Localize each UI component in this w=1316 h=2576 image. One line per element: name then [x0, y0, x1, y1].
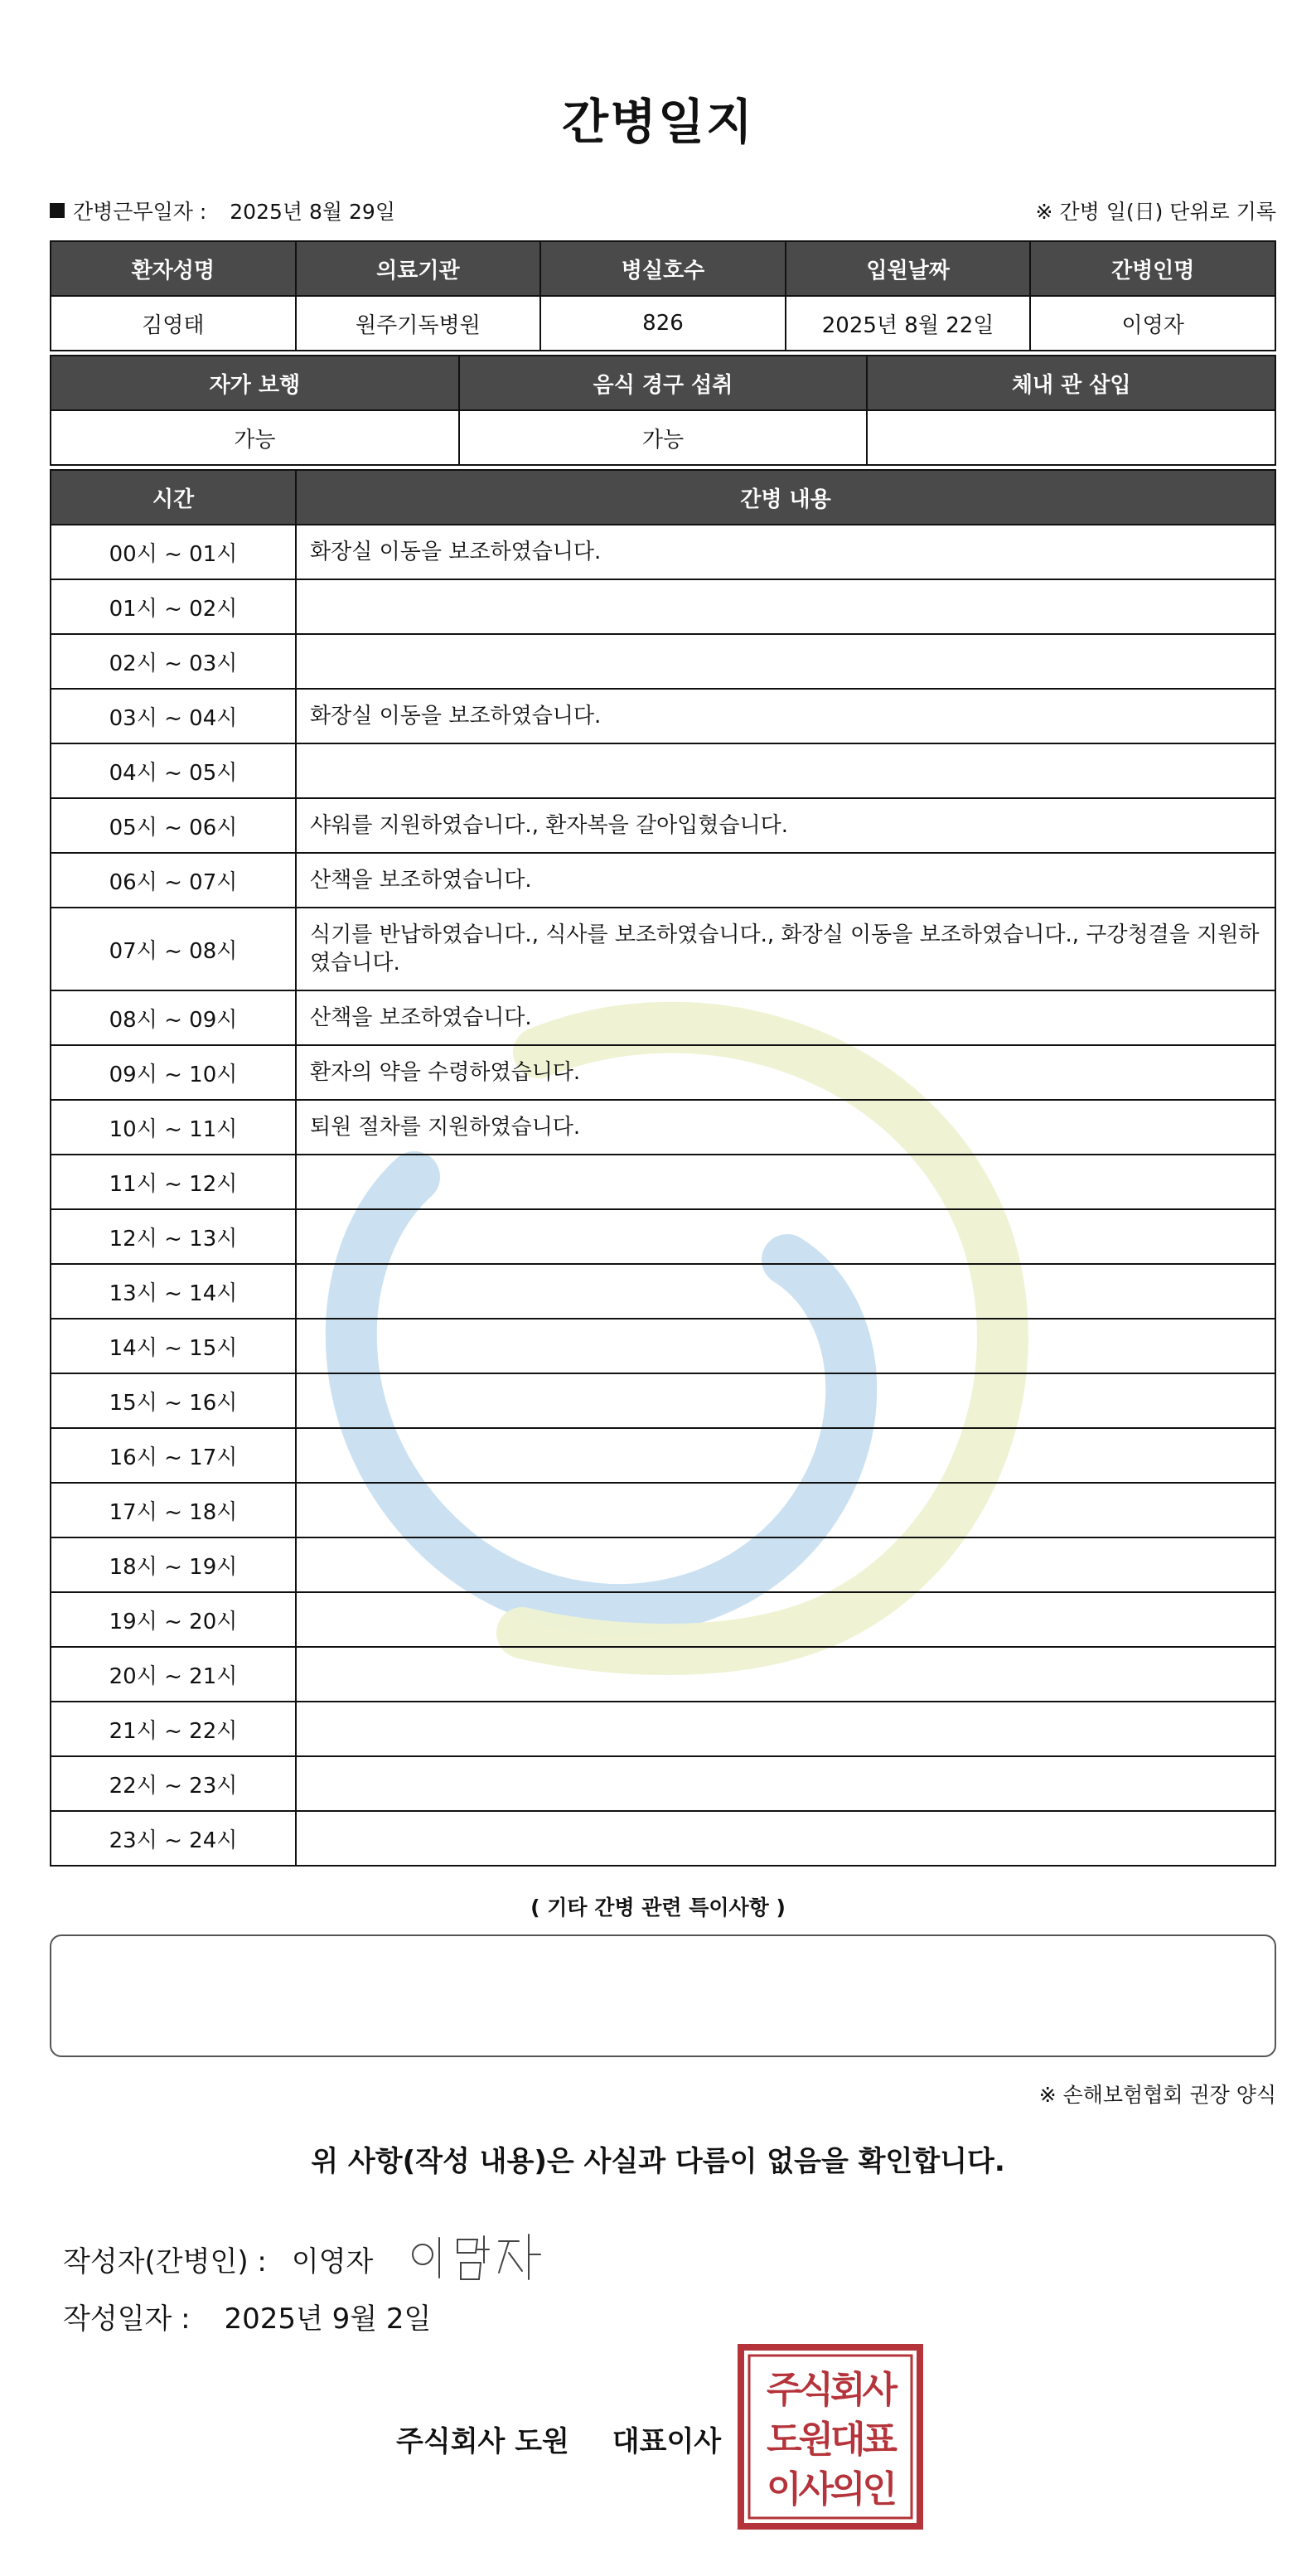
- log-content: [296, 1319, 1275, 1373]
- log-time: 14시 ~ 15시: [51, 1319, 296, 1373]
- log-time: 18시 ~ 19시: [51, 1537, 296, 1592]
- log-row: [51, 1537, 1275, 1592]
- log-content: [296, 1537, 1275, 1592]
- bullet-square-icon: [50, 203, 65, 218]
- tube-status: [867, 410, 1275, 465]
- log-row: [51, 853, 1275, 908]
- header-time: 시간: [51, 470, 296, 525]
- log-row: [51, 1428, 1275, 1483]
- handwritten-signature: [406, 2230, 547, 2288]
- log-content: [296, 1264, 1275, 1319]
- log-time: 13시 ~ 14시: [51, 1264, 296, 1319]
- log-content: 산책을 보조하였습니다.: [296, 853, 1275, 908]
- log-time: 10시 ~ 11시: [51, 1100, 296, 1155]
- log-content: [296, 1155, 1275, 1209]
- log-time: 08시 ~ 09시: [51, 990, 296, 1045]
- header-oral-intake: 음식 경구 섭취: [459, 356, 868, 410]
- log-content: [296, 1756, 1275, 1811]
- header-caregiver: 간병인명: [1030, 241, 1275, 296]
- admission-date: 2025년 8월 22일: [786, 296, 1031, 351]
- oral-intake-status: 가능: [459, 410, 868, 465]
- log-time: 05시 ~ 06시: [51, 798, 296, 853]
- log-content: [296, 1483, 1275, 1537]
- log-row: [51, 634, 1275, 689]
- writer-line: [63, 2230, 547, 2288]
- log-row: [51, 1045, 1275, 1100]
- header-walking: 자가 보행: [51, 356, 459, 410]
- log-content: [296, 1702, 1275, 1756]
- company-seal: [736, 2342, 925, 2531]
- log-time: 20시 ~ 21시: [51, 1647, 296, 1702]
- log-row: [51, 1100, 1275, 1155]
- notes-title: ( 기타 간병 관련 특이사항 ): [530, 1896, 786, 1920]
- log-content: 샤워를 지원하였습니다., 환자복을 갈아입혔습니다.: [296, 798, 1275, 853]
- log-time: 22시 ~ 23시: [51, 1756, 296, 1811]
- log-content: [296, 1209, 1275, 1264]
- patient-info-table: [50, 240, 1276, 351]
- log-content: [296, 1647, 1275, 1702]
- header-patient-name: 환자성명: [51, 241, 296, 296]
- log-row: [51, 1209, 1275, 1264]
- work-date-label: 간병근무일자 :: [73, 200, 207, 224]
- log-row: [51, 1155, 1275, 1209]
- date-label: 작성일자 :: [63, 2302, 191, 2336]
- log-row: [51, 1319, 1275, 1373]
- notes-box: [50, 1934, 1276, 2057]
- log-row: [51, 1373, 1275, 1428]
- log-content: [296, 1428, 1275, 1483]
- log-time: 23시 ~ 24시: [51, 1811, 296, 1866]
- log-time: 01시 ~ 02시: [51, 579, 296, 634]
- log-row: [51, 1811, 1275, 1866]
- log-row: [51, 1483, 1275, 1537]
- header-hospital: 의료기관: [296, 241, 541, 296]
- patient-name: 김영태: [51, 296, 296, 351]
- page-title: 간병일지: [561, 94, 755, 150]
- log-time: 04시 ~ 05시: [51, 743, 296, 798]
- writer-name: 이영자: [291, 2244, 374, 2278]
- log-row: [51, 1756, 1275, 1811]
- log-time: 02시 ~ 03시: [51, 634, 296, 689]
- seal-text-line-2: 도원대표: [766, 2419, 895, 2461]
- company-name: 주식회사 도원: [396, 2425, 569, 2458]
- log-row: [51, 1264, 1275, 1319]
- log-time: 15시 ~ 16시: [51, 1373, 296, 1428]
- work-date: [50, 196, 395, 225]
- log-row: [51, 1592, 1275, 1647]
- log-content: 화장실 이동을 보조하였습니다.: [296, 525, 1275, 579]
- seal-text-line-1: 주식회사: [766, 2369, 895, 2411]
- room-number: 826: [540, 296, 786, 351]
- walking-status: 가능: [51, 410, 459, 465]
- confirmation-statement: 위 사항(작성 내용)은 사실과 다름이 없음을 확인합니다.: [311, 2145, 1005, 2178]
- work-date-value: 2025년 8월 29일: [230, 200, 395, 224]
- hospital: 원주기독병원: [296, 296, 541, 351]
- log-row: [51, 798, 1275, 853]
- log-row: [51, 525, 1275, 579]
- header-room: 병실호수: [540, 241, 786, 296]
- log-row: [51, 689, 1275, 743]
- company-representative: 대표이사: [612, 2425, 722, 2458]
- log-row: [51, 908, 1275, 990]
- header-tube: 체내 관 삽입: [867, 356, 1275, 410]
- log-content: 퇴원 절차를 지원하였습니다.: [296, 1100, 1275, 1155]
- date-line: [63, 2296, 431, 2336]
- log-content: 산책을 보조하였습니다.: [296, 990, 1275, 1045]
- log-time: 11시 ~ 12시: [51, 1155, 296, 1209]
- patient-status-table: [50, 355, 1276, 466]
- log-content: [296, 743, 1275, 798]
- log-time: 07시 ~ 08시: [51, 908, 296, 990]
- header-admission-date: 입원날짜: [786, 241, 1031, 296]
- log-time: 09시 ~ 10시: [51, 1045, 296, 1100]
- log-content: [296, 579, 1275, 634]
- log-row: [51, 579, 1275, 634]
- writer-label: 작성자(간병인) :: [63, 2244, 267, 2278]
- log-time: 03시 ~ 04시: [51, 689, 296, 743]
- log-row: [51, 743, 1275, 798]
- caregiver-name: 이영자: [1030, 296, 1275, 351]
- company-line: [396, 2419, 721, 2459]
- log-time: 00시 ~ 01시: [51, 525, 296, 579]
- log-time: 17시 ~ 18시: [51, 1483, 296, 1537]
- log-time: 06시 ~ 07시: [51, 853, 296, 908]
- date-value: 2025년 9월 2일: [224, 2302, 432, 2336]
- log-time: 16시 ~ 17시: [51, 1428, 296, 1483]
- form-reference: ※ 손해보험협회 권장 양식: [1038, 2083, 1276, 2107]
- log-content: [296, 1373, 1275, 1428]
- log-row: [51, 990, 1275, 1045]
- log-row: [51, 1647, 1275, 1702]
- log-content: 식기를 반납하였습니다., 식사를 보조하였습니다., 화장실 이동을 보조하였습니다., 구강청결을 지원하였습니다.: [296, 908, 1275, 990]
- log-content: [296, 634, 1275, 689]
- record-note: ※ 간병 일(日) 단위로 기록: [1035, 200, 1276, 224]
- seal-text-line-3: 이사의인: [766, 2468, 895, 2511]
- header-care-content: 간병 내용: [296, 470, 1275, 525]
- log-content: 환자의 약을 수령하였습니다.: [296, 1045, 1275, 1100]
- log-content: 화장실 이동을 보조하였습니다.: [296, 689, 1275, 743]
- log-time: 19시 ~ 20시: [51, 1592, 296, 1647]
- log-time: 21시 ~ 22시: [51, 1702, 296, 1756]
- log-row: [51, 1702, 1275, 1756]
- care-log-table: [50, 469, 1276, 1867]
- log-time: 12시 ~ 13시: [51, 1209, 296, 1264]
- log-content: [296, 1811, 1275, 1866]
- log-content: [296, 1592, 1275, 1647]
